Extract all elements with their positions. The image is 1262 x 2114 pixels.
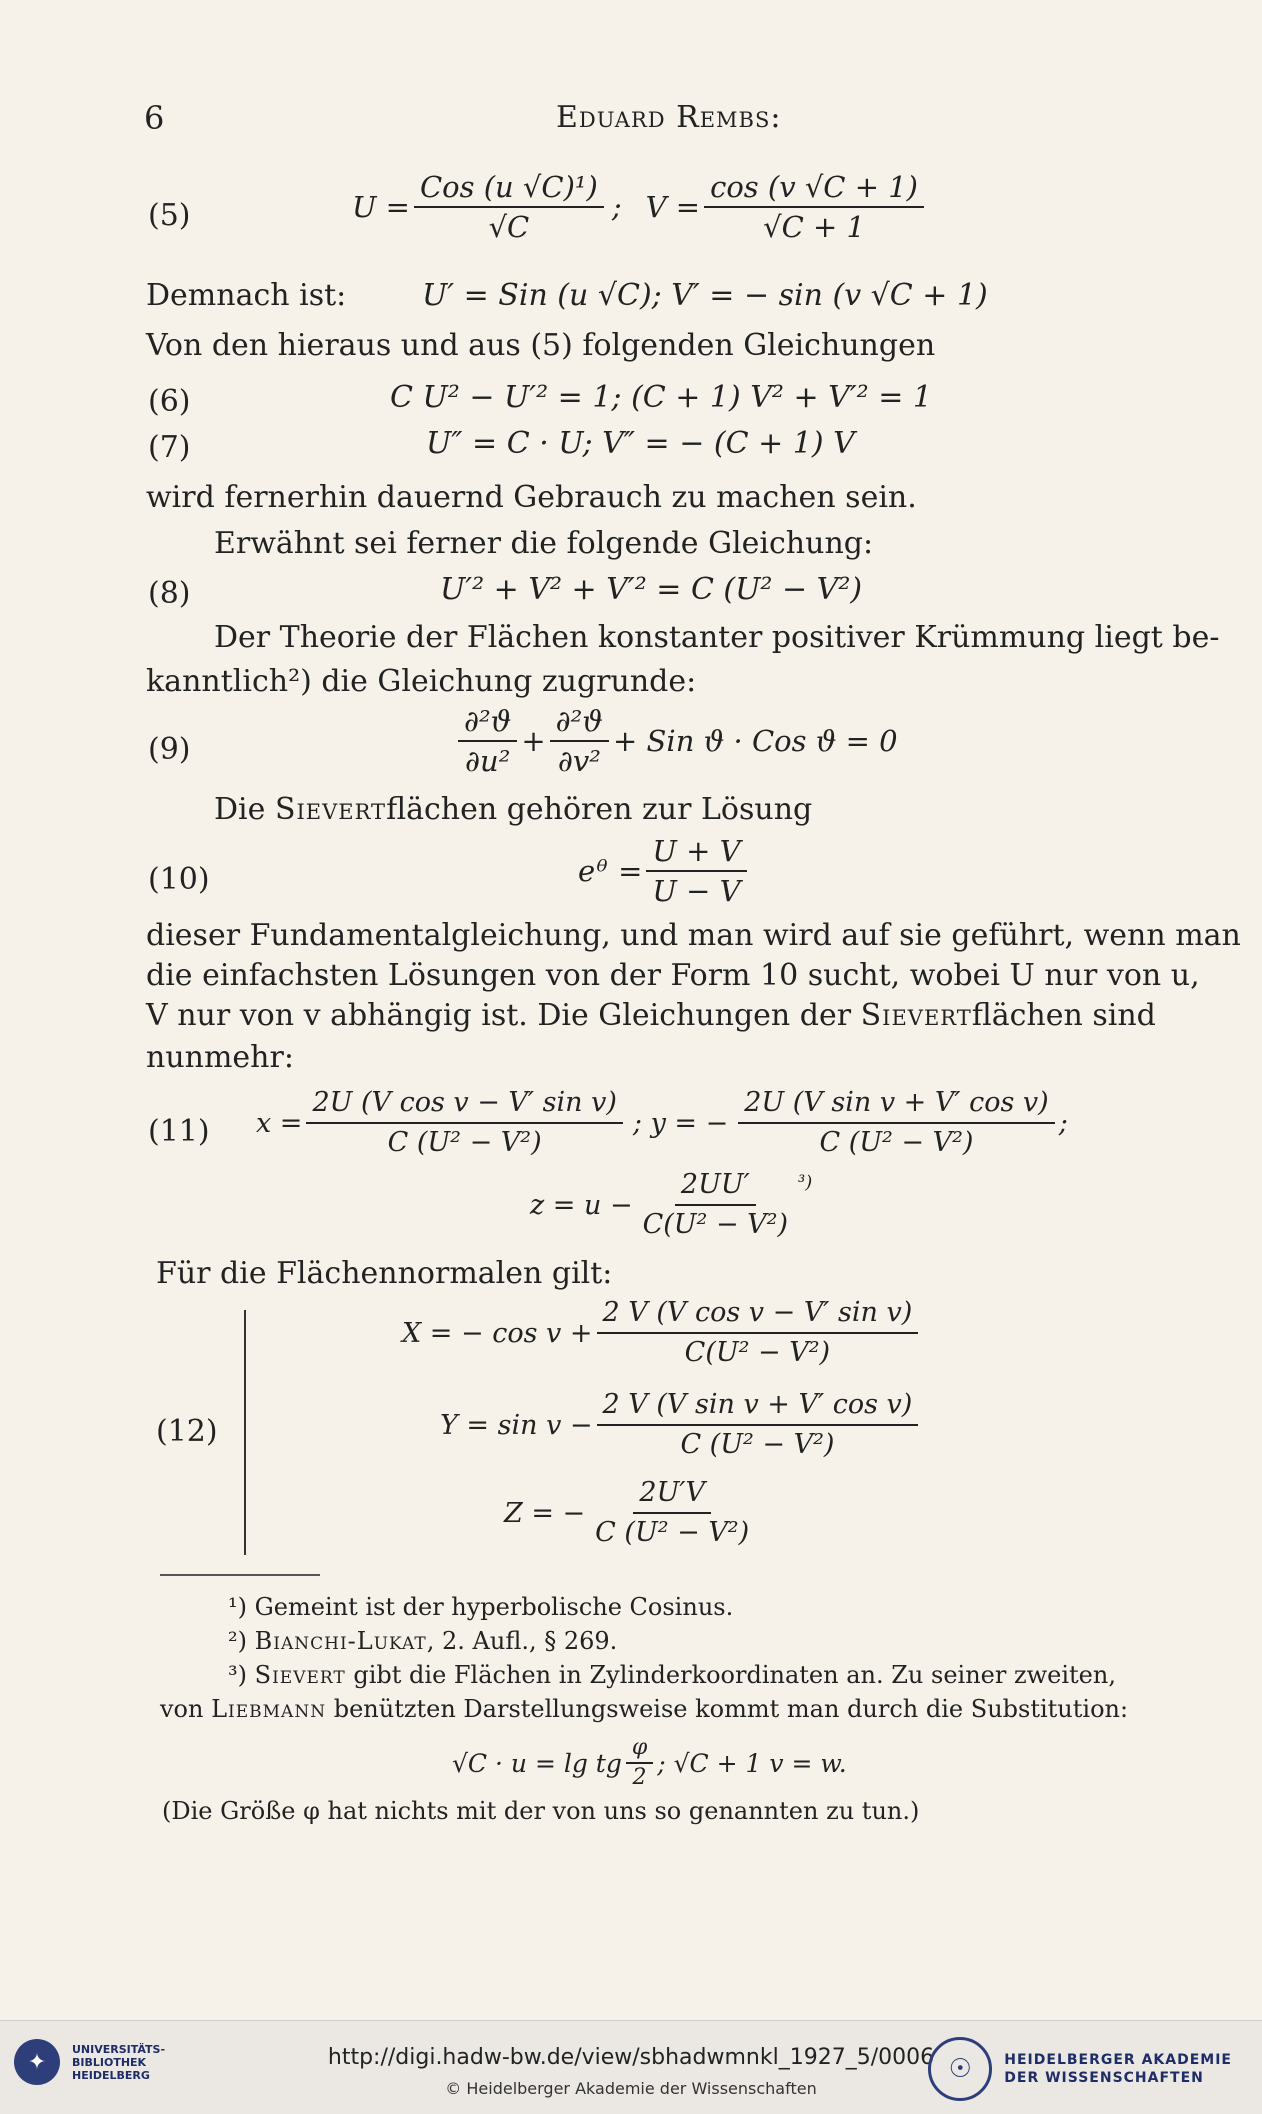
fund-3-name: Sievert (860, 998, 972, 1033)
fn3-formula-a: √C · u = lg tg (452, 1748, 622, 1778)
eq9-rest: + Sin ϑ · Cos ϑ = 0 (613, 724, 898, 758)
library-line-3: HEIDELBERG (72, 2068, 150, 2082)
eq11-separator: ; y = − (632, 1107, 729, 1139)
paragraph-theorie-2: kanntlich²) die Gleichung zugrunde: (146, 664, 697, 699)
eq10-den: U − V (652, 874, 741, 908)
viewer-footer (0, 2020, 1262, 2114)
eq9-t1-den: ∂u² (465, 744, 511, 778)
eq11-x-lhs: x = (256, 1107, 303, 1139)
eq12-y-lhs: Y = sin v − (440, 1409, 593, 1441)
footnote-3b-rest: benützten Darstellungsweise kommt man durch die Substitution: (326, 1695, 1129, 1723)
paragraph-fund-1: dieser Fundamentalgleichung, und man wird auf sie geführt, wenn man (146, 918, 1241, 953)
eq10-label: (10) (148, 862, 210, 897)
fund-3-post: flächen sind (971, 998, 1156, 1033)
footnote-3-mark: ³) (228, 1661, 255, 1689)
footnote-3b (160, 1694, 1128, 1724)
eq12-y-formula (440, 1388, 922, 1462)
eq10-formula (578, 834, 751, 908)
eq5-separator: ; (611, 190, 622, 224)
eq11-y-fraction (738, 1086, 1054, 1160)
eq10-fraction (646, 834, 746, 908)
paragraph-fund-4: nunmehr: (146, 1040, 294, 1075)
footnote-2-mark: ²) (228, 1627, 255, 1655)
sievert-pre: Die (214, 792, 275, 827)
fn3-formula-b: ; √C + 1 v = w. (657, 1748, 847, 1778)
eq12-y-num: 2 V (V sin v + V′ cos v) (597, 1388, 919, 1426)
footnote-3b-pre: von (160, 1695, 212, 1723)
eq6-label: (6) (148, 384, 191, 419)
eq6-formula: C U² − U′² = 1; (C + 1) V² + V′² = 1 (390, 380, 932, 415)
eq9-t2-den: ∂v² (557, 744, 601, 778)
footnote-3-rest: gibt die Flächen in Zylinderkoordinaten an. Zu seiner zweiten, (345, 1661, 1116, 1689)
eq12-y-fraction (597, 1388, 919, 1462)
permalink-url[interactable]: http://digi.hadw-bw.de/view/sbhadwmnkl_1927_5/0006 (327, 2045, 935, 2070)
eq11-z-lhs: z = u − (530, 1189, 633, 1221)
eq11-y-num: 2U (V sin v + V′ cos v) (738, 1086, 1054, 1124)
eq12-z-lhs: Z = − (504, 1497, 586, 1529)
eq11-x-den: C (U² − V²) (387, 1127, 542, 1158)
paragraph-normalen: Für die Flächennormalen gilt: (156, 1256, 613, 1291)
eq12-x-fraction (597, 1296, 919, 1370)
paragraph-theorie-1: Der Theorie der Flächen konstanter positiver Krümmung liegt be- (214, 620, 1220, 655)
academy-name (1004, 2051, 1232, 2087)
eq11-z-note: ³) (798, 1172, 813, 1193)
eq9-label: (9) (148, 732, 191, 767)
library-line-1: UNIVERSITÄTS- (72, 2042, 166, 2056)
eq5-label: (5) (148, 198, 191, 233)
eq7-formula: U″ = C · U; V″ = − (C + 1) V (426, 426, 855, 461)
eq5-v-den: √C + 1 (763, 210, 865, 244)
eq11-z-num: 2UU′ (675, 1168, 756, 1206)
eq5-u-num: Cos (u √C)¹) (414, 170, 604, 208)
eq8-label: (8) (148, 576, 191, 611)
academy-logo[interactable] (928, 2037, 1232, 2101)
eq5-formula (352, 170, 928, 244)
eq5-u-den: √C (488, 210, 530, 244)
eq8-formula: U′² + V² + V′² = C (U² − V²) (440, 572, 863, 607)
eq12-x-den: C(U² − V²) (684, 1337, 831, 1368)
eq12-x-num: 2 V (V cos v − V′ sin v) (597, 1296, 919, 1334)
footnote-3b-name: Liebmann (211, 1695, 327, 1723)
fn3-two: 2 (632, 1765, 647, 1790)
eq9-t2-num: ∂²ϑ (550, 704, 609, 742)
eq5-u-fraction (414, 170, 604, 244)
sievert-post: flächen gehören zur Lösung (386, 792, 813, 827)
footnote-rule (160, 1574, 320, 1576)
eq7-label: (7) (148, 430, 191, 465)
eq11-label: (11) (148, 1114, 210, 1149)
footnote-3-formula (452, 1736, 847, 1790)
footnote-3-name: Sievert (254, 1661, 346, 1689)
eq12-y-den: C (U² − V²) (680, 1429, 835, 1460)
eq10-num: U + V (646, 834, 746, 872)
eq11-z-den: C(U² − V²) (642, 1209, 789, 1240)
footnote-2-name: Bianchi-Lukat (254, 1627, 427, 1655)
eq11-x-fraction (306, 1086, 622, 1160)
footnote-2 (228, 1626, 617, 1656)
fn3-fraction (626, 1736, 653, 1790)
eq12-z-den: C (U² − V²) (595, 1517, 750, 1548)
paragraph-sievert (214, 792, 812, 828)
eq11-y-den: C (U² − V²) (819, 1127, 974, 1158)
demnach-text: Demnach ist: (146, 278, 347, 313)
eq9-term2 (550, 704, 609, 778)
eq9-t1-num: ∂²ϑ (458, 704, 517, 742)
paragraph-wird: wird fernerhin dauernd Gebrauch zu machen sein. (146, 480, 917, 515)
page-number: 6 (144, 99, 165, 137)
eq5-v-lhs: V = (645, 190, 701, 224)
eq12-x-formula (402, 1296, 922, 1370)
eq11-xy-formula (256, 1086, 1068, 1160)
copyright-text: © Heidelberger Akademie der Wissenschaften (445, 2079, 817, 2098)
eq9-plus: + (521, 724, 546, 758)
demnach-formula: U′ = Sin (u √C); V′ = − sin (v √C + 1) (422, 278, 988, 313)
paragraph-erwaehnt: Erwähnt sei ferner die folgende Gleichung: (214, 526, 874, 561)
eq12-brace (244, 1310, 256, 1555)
eq5-u-lhs: U = (352, 190, 410, 224)
academy-line-1: HEIDELBERGER AKADEMIE (1004, 2052, 1232, 2068)
eq12-z-fraction (589, 1476, 755, 1550)
eq11-x-num: 2U (V cos v − V′ sin v) (306, 1086, 622, 1124)
footnote-4: (Die Größe φ hat nichts mit der von uns so genannten zu tun.) (162, 1797, 920, 1825)
running-title: Eduard Rembs: (556, 100, 782, 135)
eq12-x-lhs: X = − cos v + (402, 1317, 593, 1349)
eq9-formula (454, 704, 898, 778)
eq12-z-formula (504, 1476, 759, 1550)
eq11-end: ; (1058, 1107, 1068, 1139)
academy-line-2: DER WISSENSCHAFTEN (1004, 2070, 1204, 2086)
library-line-2: BIBLIOTHEK (72, 2055, 147, 2069)
eq12-label: (12) (156, 1414, 218, 1449)
fund-3-pre: V nur von v abhängig ist. Die Gleichungen der (146, 998, 861, 1033)
academy-emblem-icon: ☉ (928, 2037, 992, 2101)
paragraph-fund-2: die einfachsten Lösungen von der Form 10 sucht, wobei U nur von u, (146, 958, 1200, 993)
footnote-2-rest: , 2. Aufl., § 269. (426, 1627, 618, 1655)
eq12-z-num: 2U′V (633, 1476, 711, 1514)
eq11-z-formula (530, 1168, 812, 1242)
eq10-lhs: eᶿ = (578, 854, 643, 888)
eq11-z-fraction (637, 1168, 794, 1242)
footnote-3 (228, 1660, 1116, 1690)
university-seal-icon: ✦ (14, 2039, 60, 2085)
paragraph-fund-3 (146, 998, 1156, 1034)
fn3-phi: φ (626, 1736, 653, 1764)
eq9-term1 (458, 704, 517, 778)
eq5-v-num: cos (v √C + 1) (704, 170, 924, 208)
footnote-1: ¹) Gemeint ist der hyperbolische Cosinus. (228, 1593, 734, 1621)
sievert-name: Sievert (274, 792, 387, 827)
eq5-v-fraction (704, 170, 924, 244)
paragraph-von: Von den hieraus und aus (5) folgenden Gleichungen (146, 328, 936, 363)
